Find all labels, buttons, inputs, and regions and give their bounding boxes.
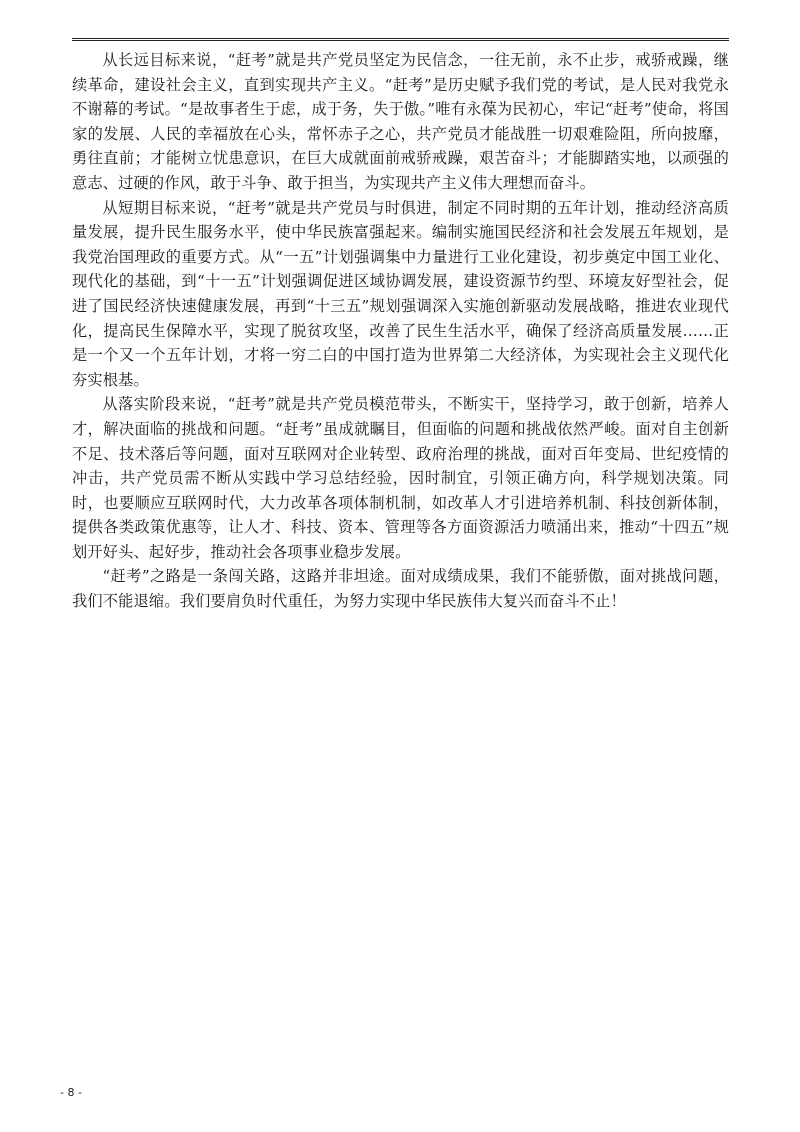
paragraph-conclusion: “赶考”之路是一条闯关路，这路并非坦途。面对成绩成果，我们不能骄傲，面对挑战问题，我们不能退缩。我们要肩负时代重任，为努力实现中华民族伟大复兴而奋斗不止！ <box>72 567 729 611</box>
paragraph-implementation: 从落实阶段来说，“赶考”就是共产党员模范带头，不断实干，坚持学习，敢于创新，培养人才，解决面临的挑战和问题。“赶考”虽成就瞩目，但面临的问题和挑战依然严峻。面对自主创新不足、技术落后等问题，面对互联网对企业转型、政府治理的挑战，面对百年变局、世纪疫情的冲击，共产党员需不断从实践中学习总结经验，因时制宜，引领正确方向，科学规划决策。同时，也要顺应互联网时代，大力改革各项体制机制，如改革人才引进培养机制、科技创新体制，提供各类政策优惠等，让人才、科技、资本、管理等各方面资源活力喷涌出来，推动“十四五”规划开好头、起好步，推动社会各项事业稳步发展。 <box>72 395 729 561</box>
paragraph-short-term: 从短期目标来说，“赶考”就是共产党员与时俱进，制定不同时期的五年计划，推动经济高质量发展，提升民生服务水平，使中华民族富强起来。编制实施国民经济和社会发展五年规划，是我党治国理政的重要方式。从“一五”计划强调集中力量进行工业化建设，初步奠定中国工业化、现代化的基础，到“十一五”计划强调促进区域协调发展，建设资源节约型、环境友好型社会，促进了国民经济快速健康发展，再到“十三五”规划强调深入实施创新驱动发展战略，推进农业现代化，提高民生保障水平，实现了脱贫攻坚，改善了民生生活水平，确保了经济高质量发展……正是一个又一个五年计划，才将一穷二白的中国打造为世界第二大经济体，为实现社会主义现代化夯实根基。 <box>72 198 729 389</box>
document-body <box>72 48 729 614</box>
page-number: - 8 - <box>60 1086 82 1099</box>
paragraph-long-term: 从长远目标来说，“赶考”就是共产党员坚定为民信念，一往无前，永不止步，戒骄戒躁，继续革命，建设社会主义，直到实现共产主义。“赶考”是历史赋予我们党的考试，是人民对我党永不谢幕的考试。“是故事者生于虑，成于务，失于傲。”唯有永葆为民初心，牢记“赶考”使命，将国家的发展、人民的幸福放在心头，常怀赤子之心，共产党员才能战胜一切艰难险阻，所向披靡，勇往直前；才能树立忧患意识，在巨大成就面前戒骄戒躁，艰苦奋斗；才能脚踏实地，以顽强的意志、过硬的作风，敢于斗争、敢于担当，为实现共产主义伟大理想而奋斗。 <box>72 51 729 192</box>
header-rule <box>72 38 729 41</box>
